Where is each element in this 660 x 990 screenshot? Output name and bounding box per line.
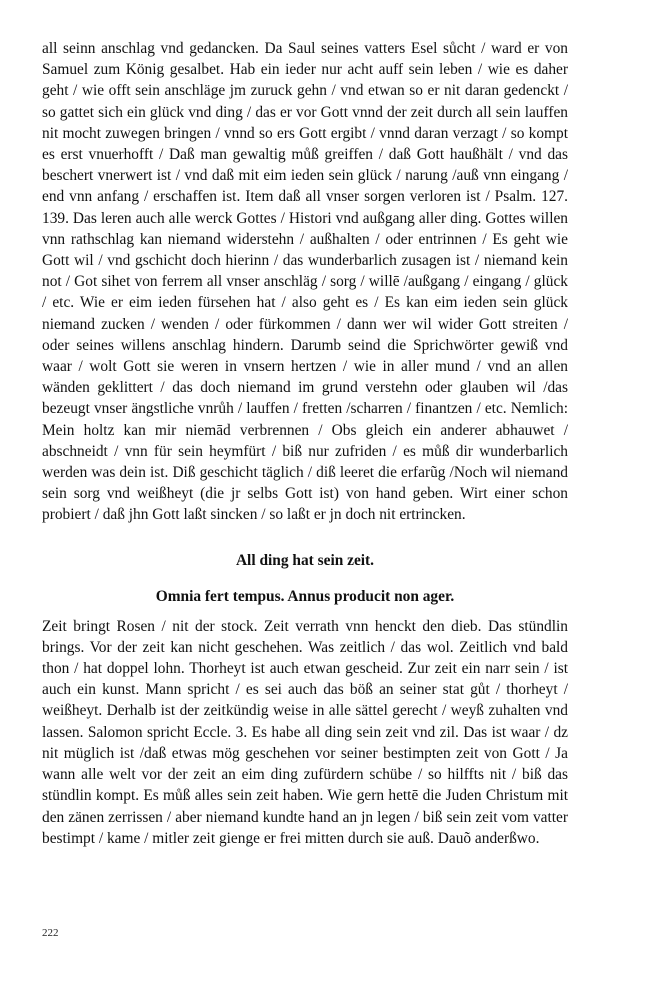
page-body (42, 38, 568, 849)
section-heading: All ding hat sein zeit. (235, 551, 375, 569)
paragraph-1: all seinn anschlag vnd gedancken. Da Saul seines vatters Esel sůcht / ward er von Samuel zum König gesalbet. Hab ein ieder nur acht auff sein leben / wie es daher geht / wie offt sein anschläge jm zuruck gehn / vnd etwan so er nit daran gedenckt / so gattet sich ein glück vnd ding / das er vor Gott vnnd der zeit durch all sein lauffen nit mocht zuwegen bringen / vnnd so ers Gott ergibt / vnnd daran verzagt / so kompt es erst vnuerhofft / Daß man gewaltig můß greiffen / daß Gott haußhält / vnd das beschert vnerwert ist / vnd daß mit eim ieden sein glück / narung /auß vnn eingang / end vnn anfang / erschaffen ist. Item daß all vnser sorgen verloren ist / Psalm. 127. 139. Das leren auch alle werck Gottes / Histori vnd außgang aller ding. Gottes willen vnn rathschlag kan niemand widerstehn / außhalten / oder entrinnen / Es geht wie Gott wil / vnd gschicht doch hierinn / das wunderbarlich zusagen ist / niemand kein not / Got sihet von ferrem all vnser anschläg / sorg / willē /außgang / eingang / glück / etc. Wie er eim ieden fürsehen hat / also geht es / Es kan eim ieden sein glück niemand zucken / wenden / oder fürkommen / dann wer wil wider Gott streiten / oder seines willens anschlag hindern. Darumb seind die Sprichwörter gewiß vnd waar / wolt Gott sie weren in vnsern hertzen / wie in aller mund / vnd an allen wänden geklittert / das doch niemand im grund verstehn oder glauben wil /das bezeugt vnser ängstliche vnrůh / lauffen / fretten /scharren / finantzen / etc. Nemlich: Mein holtz kan mir niemād verbrennen / Obs gleich ein anderer abhauwet / abschneidt / vnn für sein heymfürt / biß nur zufriden / es můß dir wunderbarlich werden was dein ist. Diß geschicht täglich / diß leeret die erfarũg /Noch wil niemand sein sorg vnd weißheyt (die jr selbs Gott ist) von hand geben. Wirt einer schon probiert / daß jhn Gott laßt sincken / so laßt er jn doch nit ertrincken. (42, 40, 568, 524)
page-number: 222 (42, 927, 59, 939)
section-subheading: Omnia fert tempus. Annus producit non ager. (155, 587, 455, 605)
paragraph-2: Zeit bringt Rosen / nit der stock. Zeit verrath vnn henckt den dieb. Das stündlin brings. Vor der zeit kan nicht geschehen. Was zeitlich / das wol. Zeitlich vnd bald thon / hat doppel lohn. Thorheyt ist auch etwan gescheid. Zur zeit ein narr sein / ist auch ein kunst. Mann spricht / es sei auch das böß an seiner stat gůt / thorheyt / weißheyt. Derhalb ist der zeitkündig weise in alle sättel gerecht / weyß zuhalten vnd lassen. Salomon spricht Eccle. 3. Es habe all ding sein zeit vnd zil. Das ist waar / dz nit müglich ist /daß etwas mög geschehen vor seiner bestimpten zeit von Gott / Ja wann alle welt vor der zeit an eim ding zufürdern schübe / so hilffts nit / biß das stündlin kompt. Es můß alles sein zeit haben. Wie gern hettē die Juden Christum mit den zänen zerrissen / aber niemand kundte hand an jn legen / biß sein zeit vom vatter bestimpt / kame / mitler zeit gienge er frei mitten durch sie auß. Dauõ anderßwo. (42, 617, 568, 847)
